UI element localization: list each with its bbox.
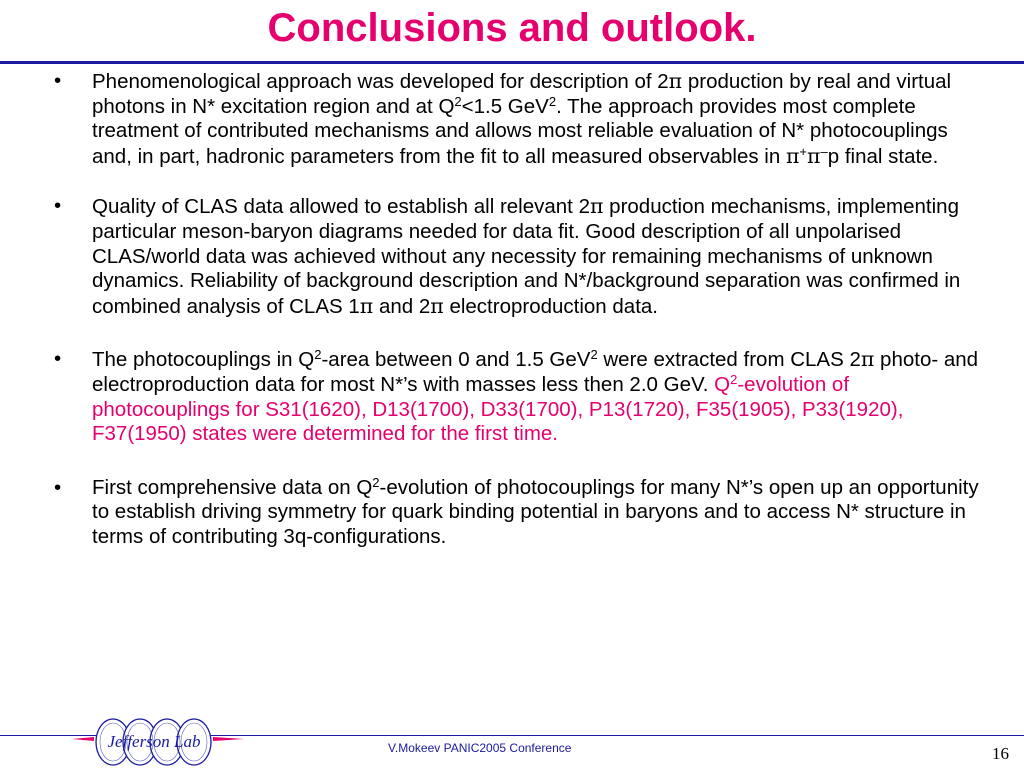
slide-title: Conclusions and outlook.: [267, 6, 757, 50]
footer-conference: V.Mokeev PANIC2005 Conference: [388, 741, 572, 755]
bullet-marker: •: [54, 194, 62, 218]
page-number: 16: [992, 744, 1009, 763]
bullet-item: • First comprehensive data on $Q^2$-evolution of photocouplings for many N*’s open up an opportunity to establish driving symmetry for quark binding potential in baryons and to access N* structure in terms of contributing 3q-configurations.: [54, 474, 979, 548]
bullet-marker: •: [54, 69, 62, 92]
bullet-item: • The photocouplings in $Q^2$-area between 0 and 1.5 GeV$^2$ were extracted from CLAS 2π photo- and electroproduction data for most N*’s with masses less then 2.0 GeV. $Q^2$-evolution of photocouplings for S31(1620), D13(1700), D33(1700), P13(1720), F35(1905), P33(1920), F37(1950) states were determined for the first time.: [54, 347, 979, 446]
bullet-marker: •: [54, 347, 62, 371]
bullet-marker: •: [54, 475, 62, 499]
highlighted-text: -evolution of photocouplings for S31(1620), D13(1700), D33(1700), P13(1720), F35(1905), P33(1920), F37(1950) states were determined for the first time.: [92, 372, 904, 446]
bullet-item: • Quality of CLAS data allowed to establish all relevant 2π production mechanisms, implementing particular meson-baryon diagrams needed for data fit. Good description of all unpolarised CLAS/world data was achieved without any necessity for remaining mechanisms of unknown dynamics. Reliability of background description and N*/background separation was confirmed in combined analysis of CLAS 1π and 2π electroproduction data.: [54, 194, 961, 318]
highlighted-text: Q: [714, 372, 731, 396]
svg-text:Jefferson Lab: Jefferson Lab: [107, 732, 201, 751]
bullet-item: • Phenomenological approach was developed for description of 2π production by real and virtual photons in N* excitation region and at $Q^2<1.5$ GeV$^2$. The approach provides most complete treatment of contributed mechanisms and allows most reliable evaluation of N* photocouplings and, in part, hadronic parameters from the fit to all measured observables in π+π–p final state.: [54, 69, 952, 168]
jefferson-lab-logo: [68, 716, 248, 768]
bullet-list: [54, 69, 984, 575]
title-divider: [0, 61, 1024, 64]
